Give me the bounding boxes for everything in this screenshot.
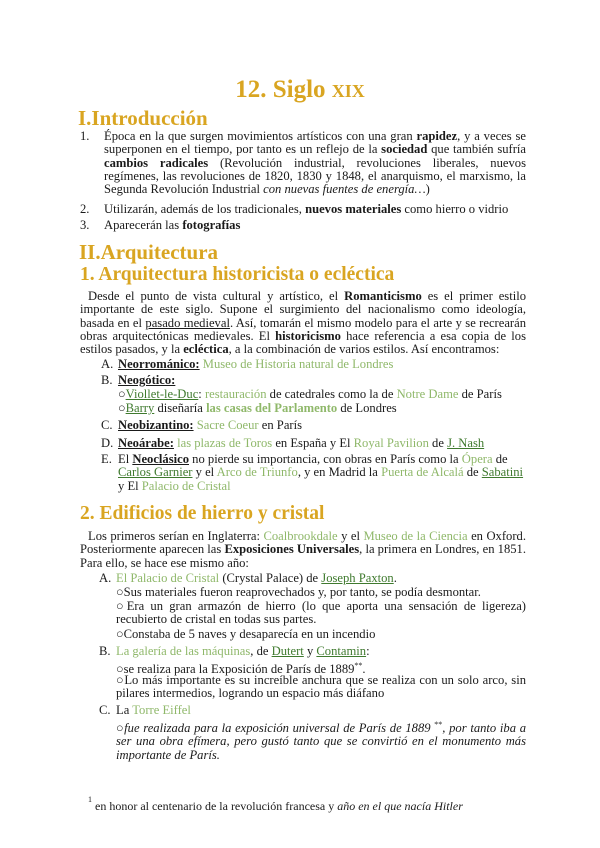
sub-bullet: ○fue realizada para la exposición universal de París de 1889 **, por tanto iba a ser una obra efímera, pero gustó tanto que se convirtió en el monumento más importante de París. xyxy=(116,720,527,762)
page-title xyxy=(0,76,600,104)
link-barry[interactable]: Barry xyxy=(125,401,155,415)
sub-bullet: ○Viollet-le-Duc: restauración de catedrales como la de Notre Dame de París xyxy=(118,387,502,401)
link-museo-historia-natural[interactable]: Museo de Historia natural de Londres xyxy=(202,357,394,371)
sub-bullet: ○Lo más importante es su increíble anchura que se realiza con un solo arco, sin pilares intermedios, logrando un espacio más diáfano xyxy=(116,673,526,701)
subsection-heading-hierro-cristal: 2. Edificios de hierro y cristal xyxy=(80,503,325,524)
list-item-neoclasico: E. El Neoclásico no pierde su importancia, con obras en París como la Ópera de Carlos Garnier y el Arco de Triunfo, y en Madrid la Puerta de Alcalá de Sabatini y El Palacio de Cristal xyxy=(101,452,524,493)
title-roman: XIX xyxy=(331,81,365,101)
link-carlos-garnier[interactable]: Carlos Garnier xyxy=(118,465,193,480)
link-dutert[interactable]: Dutert xyxy=(271,644,304,658)
subsection-heading-historicista: 1. Arquitectura historicista o ecléctica xyxy=(80,264,395,285)
list-item: 3. Aparecerán las fotografías xyxy=(80,218,241,232)
link-sabatini[interactable]: Sabatini xyxy=(481,465,524,480)
sub-bullet: ○Constaba de 5 naves y desaparecía en un incendio xyxy=(116,627,376,641)
sub-bullet: ○Era un gran armazón de hierro (lo que aporta una sensación de ligereza) recubierto de cristal en todas sus partes. xyxy=(116,599,527,627)
link-contamin[interactable]: Contamin xyxy=(316,644,367,658)
link-viollet-le-duc[interactable]: Viollet-le-Duc xyxy=(125,387,199,401)
list-item-neogotico: B. Neogótico: xyxy=(101,373,176,387)
sub-bullet: ○Barry diseñaría las casas del Parlamento de Londres xyxy=(118,401,397,415)
sub-bullet: ○se realiza para la Exposición de París de 1889**. xyxy=(116,661,366,677)
list-item-neoarabe: D. Neoárabe: las plazas de Toros en España y El Royal Pavilion de J. Nash xyxy=(101,436,485,450)
list-item: 1. Época en la que surgen movimientos artísticos con una gran rapidez, y a veces se superponen en el tiempo, por tanto es un reflejo de la sociedad que también sufría cambios radicales (Revolución industrial, revoluciones liberales, nuevos regímenes, las revoluciones de 1820, 1830 y 1848, el anarquismo, el marxismo, la Segunda Revolución Industrial con nuevas fuentes de energía…) xyxy=(80,129,526,197)
title-number: 12. Siglo xyxy=(235,76,326,103)
footnote: $^1$ en honor al centenario de la revolución francesa y año en el que nacía Hitler xyxy=(88,795,463,813)
list-item-galeria-maquinas: B. La galería de las máquinas, de Dutert y Contamin: xyxy=(99,644,370,658)
link-joseph-paxton[interactable]: Joseph Paxton xyxy=(321,571,394,585)
paragraph-hierro-cristal: Los primeros serían en Inglaterra: Coalbrookdale y el Museo de la Ciencia en Oxford. Posteriormente aparecen las Exposiciones Universales, la primera en Londres, en 1851. Para ello, se hace ese mismo año: xyxy=(80,529,526,570)
list-item: 2. Utilizarán, además de los tradicionales, nuevos materiales como hierro o vidrio xyxy=(80,202,509,216)
link-torre-eiffel[interactable]: Torre Eiffel xyxy=(132,703,191,717)
sub-bullet: ○Sus materiales fueron reaprovechados y, por tanto, se podía desmontar. xyxy=(116,585,481,599)
list-item-torre-eiffel: C. La Torre Eiffel xyxy=(99,703,191,717)
list-item-palacio-cristal: A. El Palacio de Cristal (Crystal Palace) de Joseph Paxton. xyxy=(99,571,397,585)
link-j-nash[interactable]: J. Nash xyxy=(447,436,485,450)
list-item-neobizantino: C. Neobizantino: Sacre Coeur en París xyxy=(101,418,302,432)
paragraph-historicismo: Desde el punto de vista cultural y artístico, el Romanticismo es el primer estilo importante de este siglo. Supone el surgimiento del nacionalismo como ideología, basada en el pasado medieval. Así, tomarán el mismo modelo para el arte y se recrearán obras arquitectónicas medievales. El historicismo hace referencia a esa copia de los estilos pasados, y la ecléctica, a la combinación de varios estilos. Así encontramos: xyxy=(80,289,527,357)
list-item-neorromanico: A. Neorrománico: Museo de Historia natural de Londres xyxy=(101,357,394,371)
section-heading-arquitectura: II.Arquitectura xyxy=(79,240,219,264)
section-heading-introduccion: I.Introducción xyxy=(78,106,208,130)
link-sacre-coeur[interactable]: Sacre Coeur xyxy=(196,418,259,432)
